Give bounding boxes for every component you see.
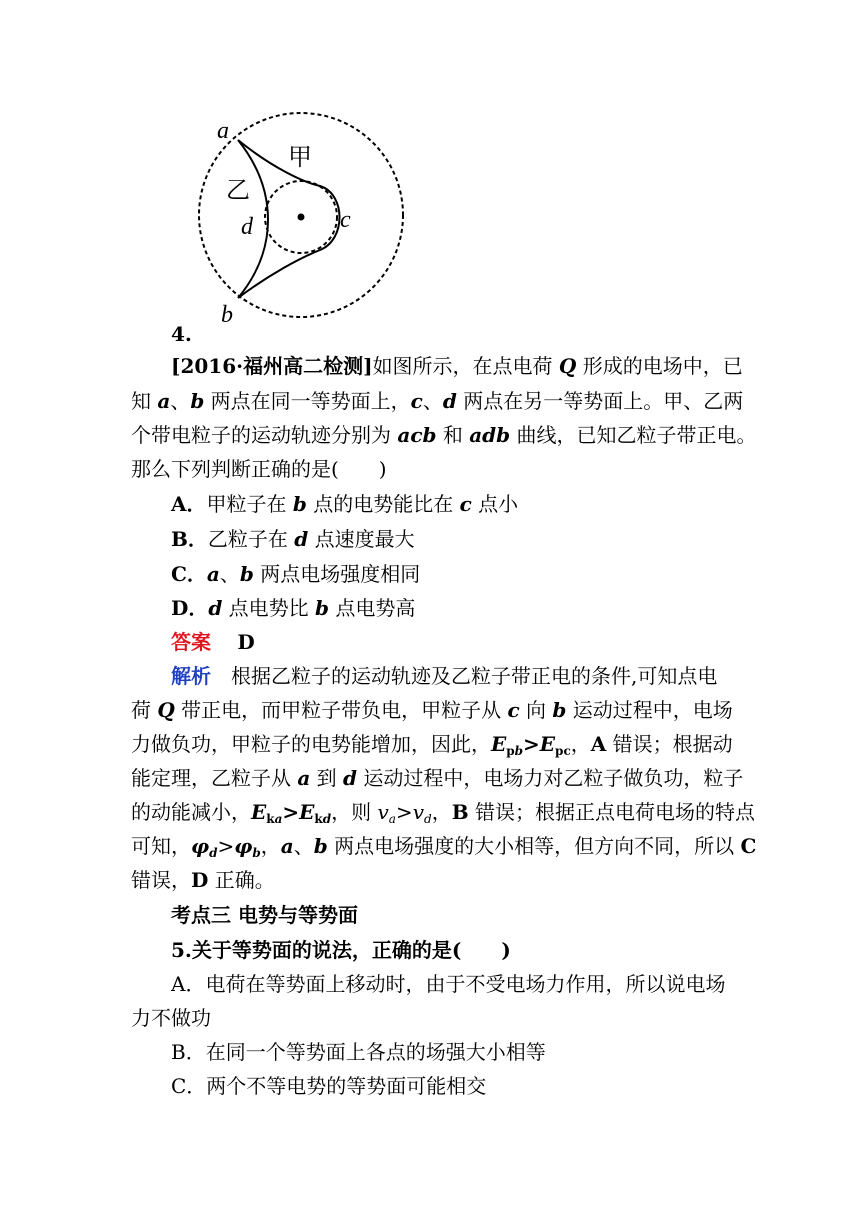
option-ref: D (191, 868, 209, 892)
text: 两点电场强度的大小相等，但方向不同，所以 (327, 834, 741, 858)
text: 运动过程中，电场力对乙粒子做负功，粒子 (357, 766, 744, 790)
var-e: E (251, 800, 267, 824)
subscript: d (209, 846, 218, 860)
analysis-line-2 (131, 697, 733, 723)
text: 两点在另一等势面上。甲、乙两 (456, 389, 744, 413)
var-d: d (343, 766, 358, 790)
text: 点电势高 (329, 596, 416, 620)
q4-answer (171, 629, 255, 655)
text: 个带电粒子的运动轨迹分别为 (131, 423, 398, 447)
text: 点小 (471, 492, 519, 516)
var-b: b (190, 389, 205, 413)
var-d: d (442, 389, 457, 413)
var-e: E (299, 800, 315, 824)
q5-stem-text: 5.关于等势面的说法，正确的是( ) (171, 938, 511, 962)
option-ref: C (740, 834, 757, 858)
var-q: Q (558, 354, 577, 378)
text: 可知， (131, 834, 191, 858)
option-label: A． (171, 492, 207, 516)
var-e: E (491, 732, 507, 756)
var-phi: φ (191, 834, 210, 858)
answer-label: 答案 (171, 630, 211, 654)
text: > (217, 834, 235, 858)
text: 两点在同一等势面上， (204, 389, 411, 413)
analysis-label: 解析 (171, 664, 211, 688)
point-charge-dot (298, 214, 305, 221)
text: 那么下列判断正确的是( ) (131, 457, 387, 481)
text: 的动能减小， (131, 800, 251, 824)
section-title: 考点三 电势与等势面 (171, 903, 358, 927)
q5-option-a-line-1 (171, 971, 725, 997)
text: 运动过程中，电场 (566, 698, 733, 722)
q4-stem-line-4 (131, 456, 387, 482)
option-ref: B (451, 800, 469, 824)
var-a: a (157, 389, 171, 413)
var-b: b (292, 492, 307, 516)
var-a: a (297, 766, 311, 790)
analysis-line-7 (131, 867, 275, 893)
text: ， (260, 834, 281, 858)
var-phi: φ (234, 834, 253, 858)
var-b: b (552, 698, 567, 722)
text: 、 (293, 834, 314, 858)
text: 到 (310, 766, 344, 790)
text: 力做负功，甲粒子的电势能增加，因此， (131, 732, 491, 756)
text: 如图所示，在点电荷 (372, 354, 559, 378)
question-4-number: 4. (171, 322, 192, 346)
text: 乙粒子在 (207, 527, 295, 551)
text: 错误；根据正点电荷电场的特点 (468, 800, 755, 824)
subscript: pc (555, 744, 571, 758)
var-d: d (208, 596, 223, 620)
text: 、 (219, 562, 240, 586)
var-e: E (539, 732, 556, 756)
var-b: b (315, 596, 330, 620)
var-acb: acb (397, 423, 437, 447)
q5-option-a-line-2 (131, 1005, 211, 1031)
text: ， (431, 800, 452, 824)
q5-stem (171, 937, 511, 963)
analysis-line-3 (131, 731, 733, 764)
section-3-title (171, 902, 358, 928)
analysis-line-6 (131, 833, 756, 866)
q4-stem-line-3 (131, 422, 757, 448)
subscript: k (314, 812, 323, 826)
var-c: c (459, 492, 472, 516)
text: 能定理，乙粒子从 (131, 766, 298, 790)
text: 点的电势能比在 (306, 492, 460, 516)
text: > (395, 800, 413, 824)
label-c: c (340, 207, 351, 233)
text: 向 (519, 698, 553, 722)
label-b: b (221, 302, 233, 328)
text: C．两个不等电势的等势面可能相交 (171, 1074, 487, 1098)
text: 和 (436, 423, 470, 447)
q4-option-c (171, 561, 420, 587)
text: 两点电场强度相同 (253, 562, 421, 586)
analysis-line-4 (131, 765, 743, 791)
var-a: a (280, 834, 294, 858)
option-label: C． (171, 562, 207, 586)
text: 荷 (131, 698, 158, 722)
subscript: b (514, 744, 524, 758)
var-q: Q (157, 698, 175, 722)
q4-option-b (171, 526, 415, 552)
subscript: b (252, 846, 261, 860)
var-c: c (410, 389, 423, 413)
var-d: d (294, 527, 309, 551)
q4-option-a (171, 491, 518, 517)
subscript: a (388, 812, 396, 826)
label-jia: 甲 (288, 145, 312, 171)
answer-value: D (237, 630, 255, 654)
q4-source: [2016·福州高二检测] (171, 354, 373, 378)
text: 正确。 (208, 868, 275, 892)
q4-stem-line-1 (171, 353, 743, 379)
subscript: d (424, 812, 432, 826)
text: A．电荷在等势面上移动时，由于不受电场力作用，所以说电场 (171, 972, 726, 996)
text: 、 (170, 389, 191, 413)
text: ，则 (331, 800, 378, 824)
var-adb: adb (469, 423, 511, 447)
text: 力不做功 (131, 1006, 211, 1030)
q4-option-d (171, 595, 415, 621)
option-label: B． (171, 527, 208, 551)
field-diagram (180, 100, 420, 340)
text: > (523, 732, 540, 756)
q5-option-b (171, 1039, 546, 1065)
var-a: a (206, 562, 220, 586)
analysis-line-1 (171, 663, 717, 689)
var-v: v (377, 800, 389, 824)
option-label: D． (171, 596, 209, 620)
electric-field-figure (180, 100, 420, 340)
text: 错误， (131, 868, 191, 892)
subscript: a (274, 812, 283, 826)
var-b: b (313, 834, 328, 858)
label-d: d (241, 214, 253, 240)
q4-stem-line-2 (131, 388, 743, 414)
subscript: k (266, 812, 275, 826)
text: 点速度最大 (308, 527, 415, 551)
text: 甲粒子在 (206, 492, 293, 516)
label-yi: 乙 (226, 178, 250, 204)
analysis-line-5 (131, 799, 755, 832)
text: 点电势比 (222, 596, 316, 620)
text: 知 (131, 389, 158, 413)
q5-option-c (171, 1073, 486, 1099)
text: 曲线，已知乙粒子带正电。 (510, 423, 757, 447)
text: B．在同一个等势面上各点的场强大小相等 (171, 1040, 546, 1064)
var-c: c (507, 698, 520, 722)
var-v: v (412, 800, 424, 824)
text: ， (570, 732, 591, 756)
label-a: a (217, 118, 229, 144)
var-b: b (239, 562, 254, 586)
subscript: p (506, 744, 515, 758)
text: 根据乙粒子的运动轨迹及乙粒子带正电的条件,可知点电 (231, 664, 718, 688)
text: > (282, 800, 300, 824)
option-ref: A (590, 732, 607, 756)
text: 形成的电场中，已 (576, 354, 743, 378)
text: 带正电，而甲粒子带负电，甲粒子从 (174, 698, 508, 722)
text: 、 (422, 389, 443, 413)
text: 错误；根据动 (606, 732, 733, 756)
subscript: d (322, 812, 332, 826)
